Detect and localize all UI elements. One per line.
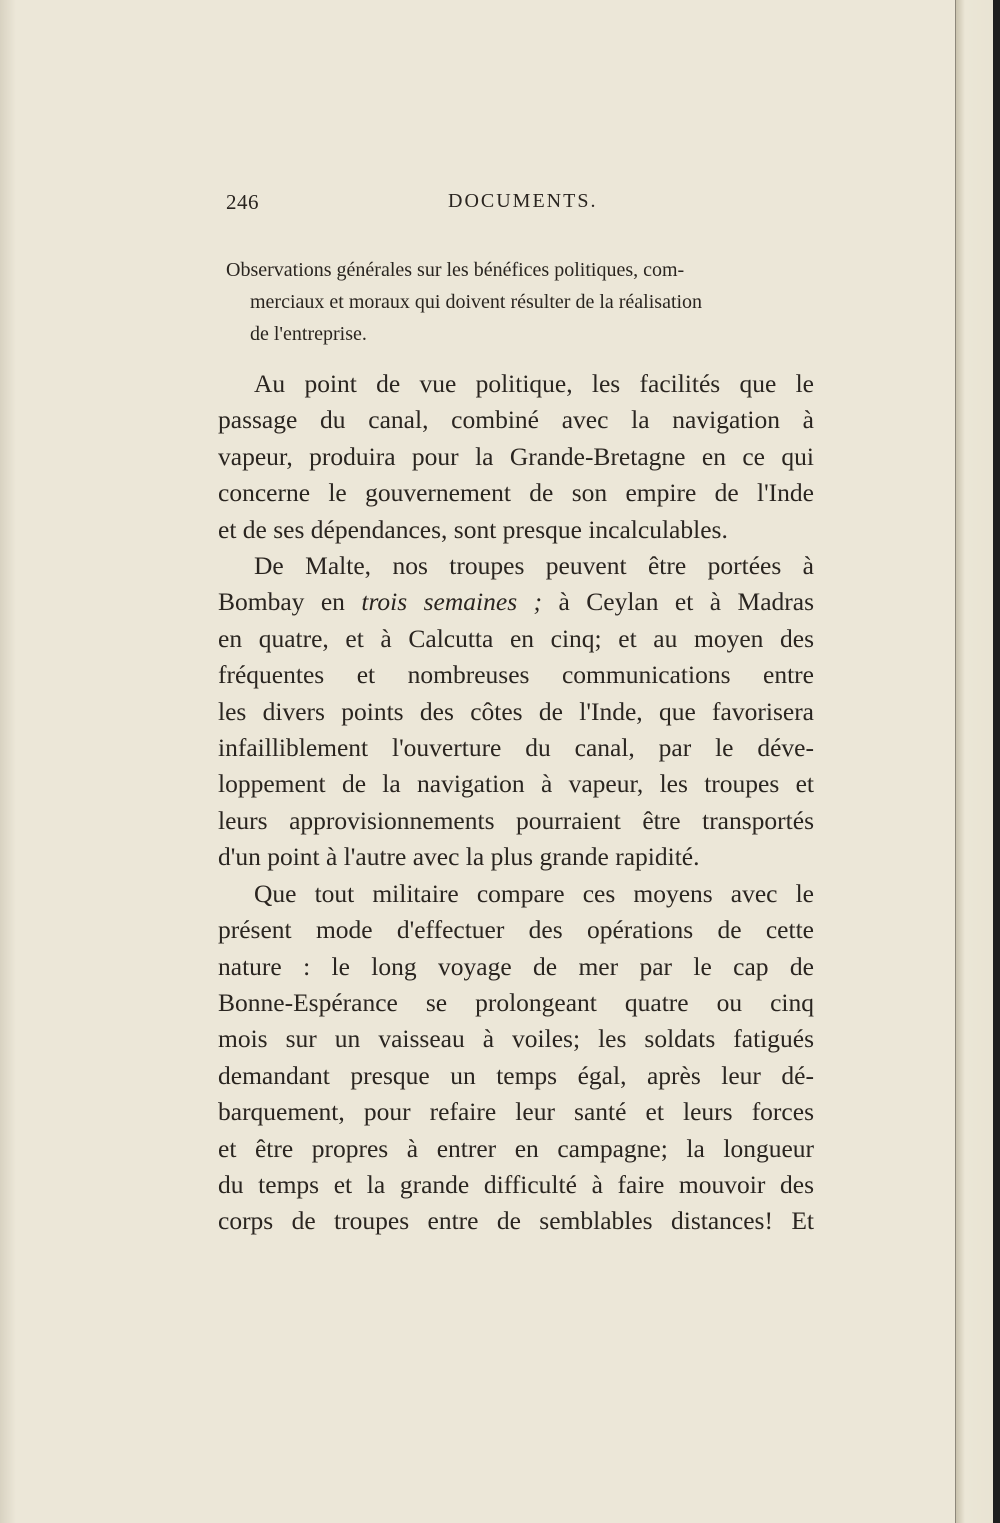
paragraph-3-line: Bonne-Espérance se prolongeant quatre ou cinq (218, 987, 814, 1017)
paragraph-2-line: De Malte, nos troupes peuvent être portées à (254, 551, 814, 581)
scan-border (993, 0, 1000, 1523)
paragraph-3-line: barquement, pour refaire leur santé et leurs forces (218, 1097, 814, 1127)
paragraph-2-line: loppement de la navigation à vapeur, les troupes et (218, 769, 814, 799)
next-page-edge (955, 0, 1000, 1523)
body-text (218, 366, 814, 1240)
page-number: 246 (226, 190, 259, 214)
paragraph-1-line: passage du canal, combiné avec la navigation à (218, 405, 814, 435)
paragraph-2-line: infailliblement l'ouverture du canal, par le déve- (218, 733, 814, 763)
italic-emphasis: trois semaines ; (361, 587, 543, 617)
section-heading (226, 254, 818, 350)
section-heading-line: Observations générales sur les bénéfices politiques, com- (226, 259, 685, 281)
page-header (226, 190, 818, 220)
paragraph-2-text: à Ceylan et à Madras (542, 587, 815, 617)
paragraph-3-line: demandant presque un temps égal, après leur dé- (218, 1060, 814, 1090)
running-head: DOCUMENTS. (448, 190, 598, 212)
paragraph-2-text: Bombay en (218, 587, 362, 617)
paragraph-2-line: d'un point à l'autre avec la plus grande rapidité. (218, 842, 700, 872)
paragraph-3-line: présent mode d'effectuer des opérations de cette (218, 915, 814, 945)
section-heading-line: merciaux et moraux qui doivent résulter de la réalisation (250, 291, 703, 313)
paragraph-1-line: et de ses dépendances, sont presque incalculables. (218, 514, 728, 544)
paragraph-1-line: concerne le gouvernement de son empire de l'Inde (218, 478, 814, 508)
paragraph-3-line: corps de troupes entre de semblables distances! Et (218, 1206, 814, 1236)
paragraph-1-line: vapeur, produira pour la Grande-Bretagne en ce qui (218, 441, 814, 471)
paragraph-3-line: et être propres à entrer en campagne; la longueur (218, 1133, 814, 1163)
paragraph-3-line: Que tout militaire compare ces moyens avec le (254, 878, 814, 908)
paragraph-2-line (218, 584, 814, 620)
paragraph-1-line: Au point de vue politique, les facilités que le (254, 369, 814, 398)
paragraph-2-line: en quatre, et à Calcutta en cinq; et au moyen des (218, 623, 814, 653)
paragraph-3-line: du temps et la grande difficulté à faire mouvoir des (218, 1169, 814, 1199)
paragraph-2-line: les divers points des côtes de l'Inde, que favorisera (218, 696, 814, 726)
page-gutter-shadow (0, 0, 16, 1523)
section-heading-line: de l'entreprise. (250, 323, 367, 345)
paragraph-2-line: leurs approvisionnements pourraient être transportés (218, 805, 814, 835)
paragraph-3-line: nature : le long voyage de mer par le cap de (218, 951, 814, 981)
paragraph-2-line: fréquentes et nombreuses communications entre (218, 660, 814, 690)
paragraph-3-line: mois sur un vaisseau à voiles; les soldats fatigués (218, 1024, 814, 1054)
